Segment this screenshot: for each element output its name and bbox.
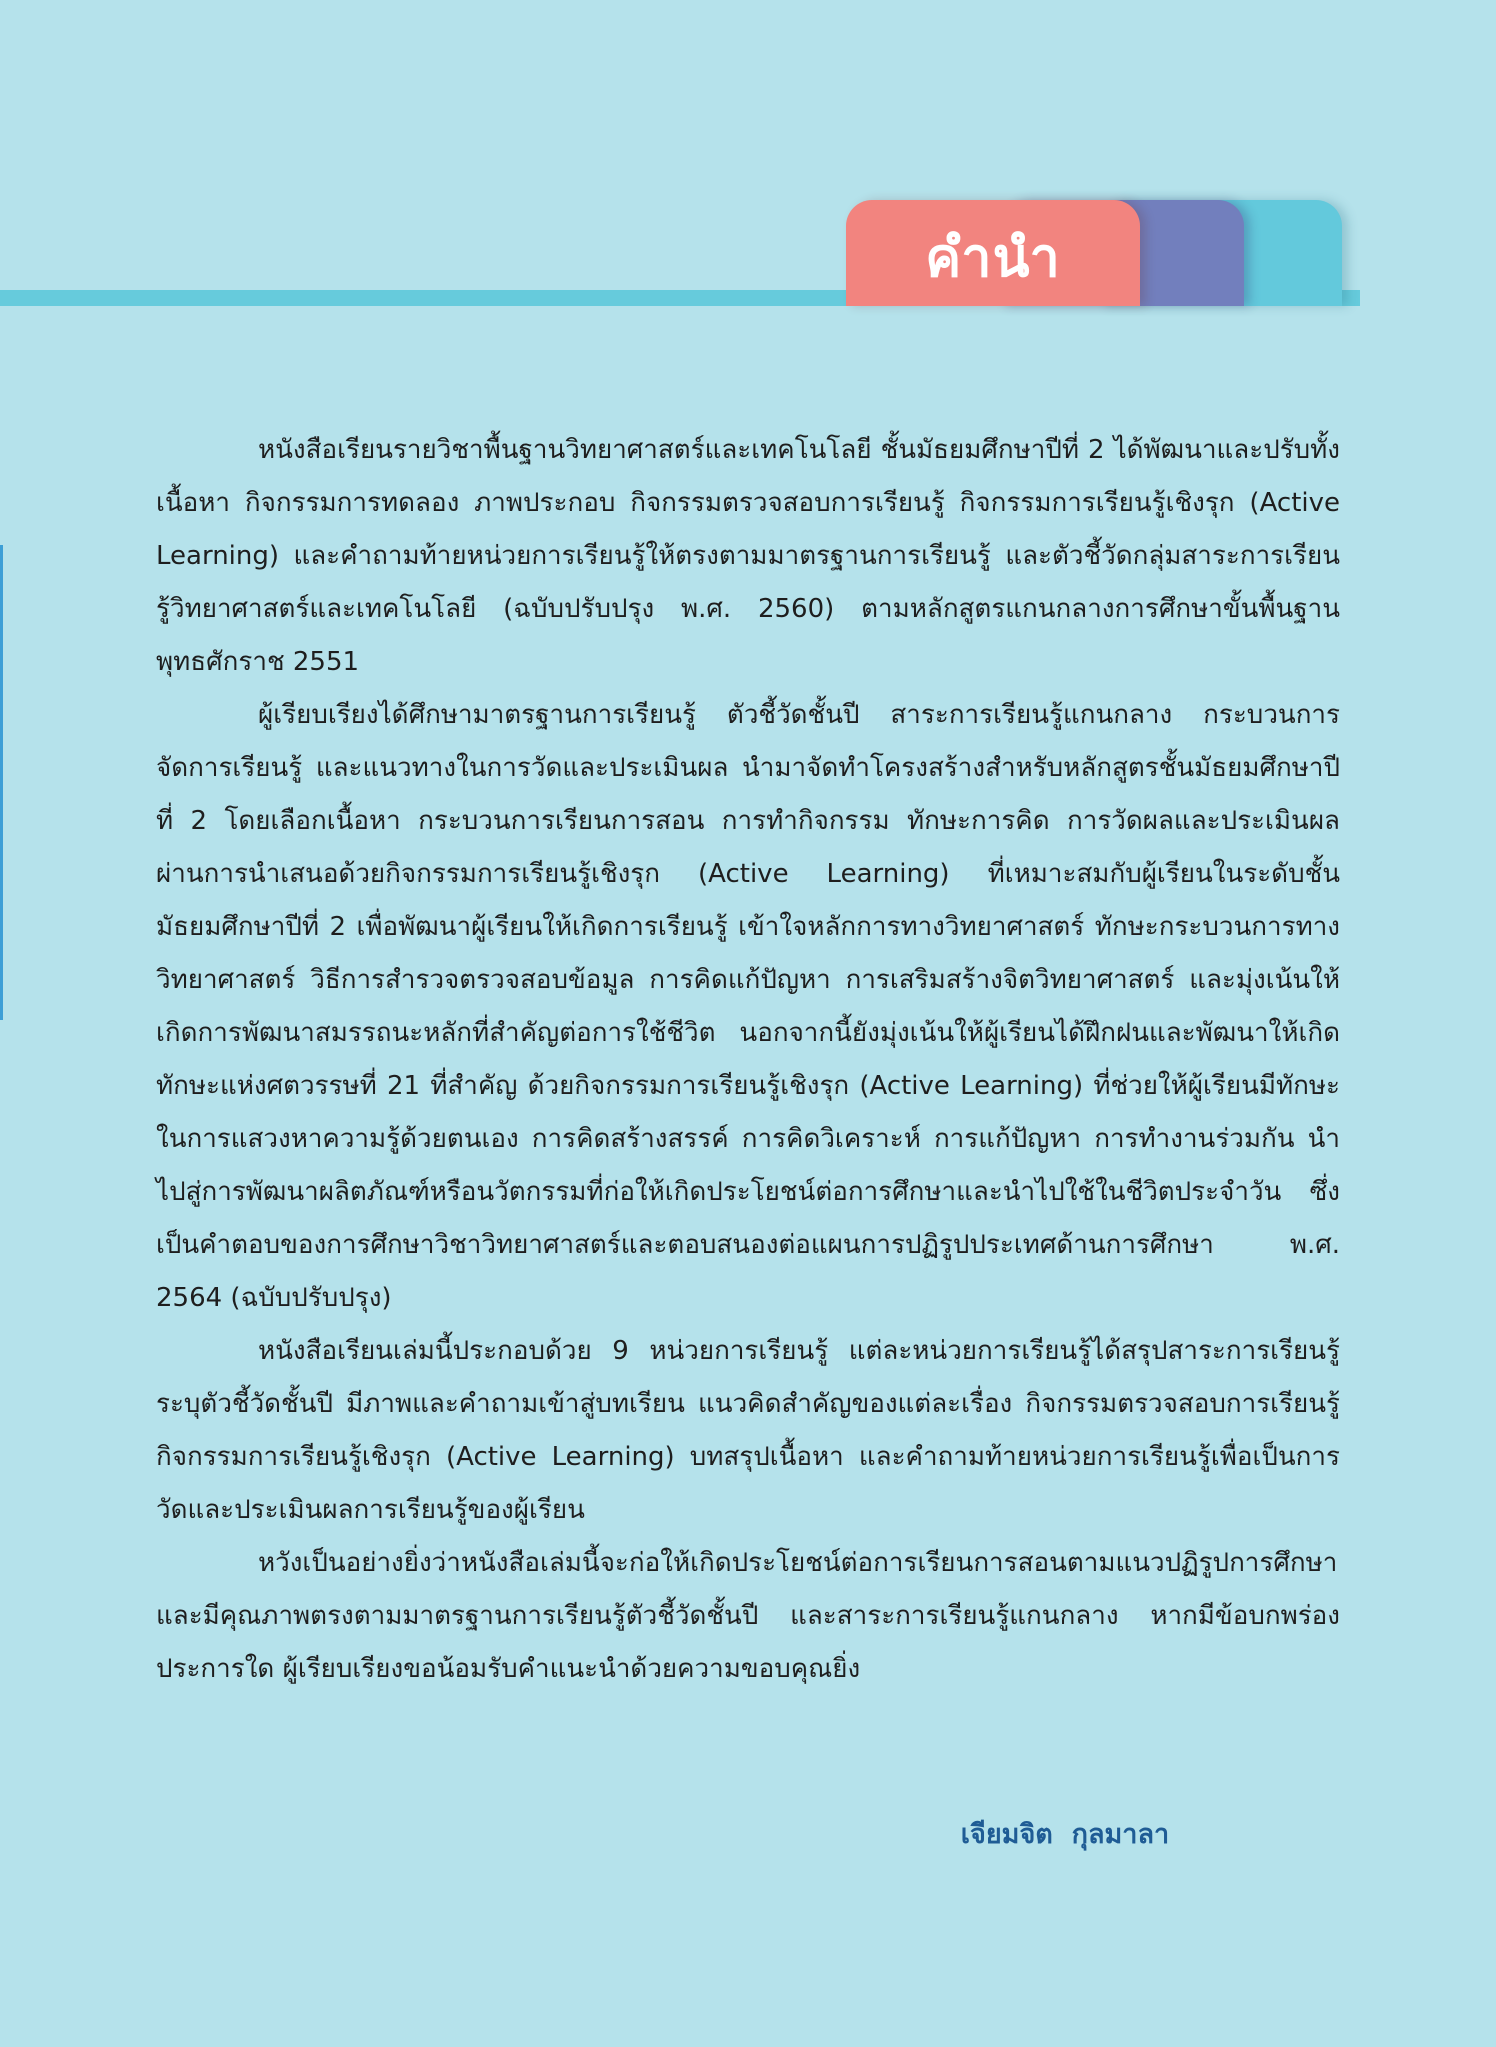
preface-body [156, 424, 1340, 1696]
left-edge-accent [0, 545, 3, 1020]
paragraph-4: หวังเป็นอย่างยิ่งว่าหนังสือเล่มนี้จะก่อให้เกิดประโยชน์ต่อการเรียนการสอนตามแนวปฏิรูปการศึกษา และมีคุณภาพตรงตามมาตรฐานการเรียนรู้ตัวชี้วัดชั้นปี และสาระการเรียนรู้แกนกลาง หากมีข้อบกพร่องประการใด ผู้เรียบเรียงขอน้อมรับคำแนะนำด้วยความขอบคุณยิ่ง [156, 1548, 1340, 1684]
paragraph-1: หนังสือเรียนรายวิชาพื้นฐานวิทยาศาสตร์และเทคโนโลยี ชั้นมัธยมศึกษาปีที่ 2 ได้พัฒนาและปรับทั้งเนื้อหา กิจกรรมการทดลอง ภาพประกอบ กิจกรรมตรวจสอบการเรียนรู้ กิจกรรมการเรียนรู้เชิงรุก (Active Learning) และคำถามท้ายหน่วยการเรียนรู้ให้ตรงตามมาตรฐานการเรียนรู้ และตัวชี้วัดกลุ่มสาระการเรียนรู้วิทยาศาสตร์และเทคโนโลยี (ฉบับปรับปรุง พ.ศ. 2560) ตามหลักสูตรแกนกลางการศึกษาขั้นพื้นฐาน พุทธศักราช 2551 [156, 435, 1340, 677]
author-signature: เจียมจิต กุลมาลา [960, 1819, 1170, 1850]
paragraph-2: ผู้เรียบเรียงได้ศึกษามาตรฐานการเรียนรู้ ตัวชี้วัดชั้นปี สาระการเรียนรู้แกนกลาง กระบวนการจัดการเรียนรู้ และแนวทางในการวัดและประเมินผล นำมาจัดทำโครงสร้างสำหรับหลักสูตรชั้นมัธยมศึกษาปีที่ 2 โดยเลือกเนื้อหา กระบวนการเรียนการสอน การทำกิจกรรม ทักษะการคิด การวัดผลและประเมินผล ผ่านการนำเสนอด้วยกิจกรรมการเรียนรู้เชิงรุก (Active Learning) ที่เหมาะสมกับผู้เรียนในระดับชั้นมัธยมศึกษาปีที่ 2 เพื่อพัฒนาผู้เรียนให้เกิดการเรียนรู้ เข้าใจหลักการทางวิทยาศาสตร์ ทักษะกระบวนการทางวิทยาศาสตร์ วิธีการสำรวจตรวจสอบข้อมูล การคิดแก้ปัญหา การเสริมสร้างจิตวิทยาศาสตร์ และมุ่งเน้นให้เกิดการพัฒนาสมรรถนะหลักที่สำคัญต่อการใช้ชีวิต นอกจากนี้ยังมุ่งเน้นให้ผู้เรียนได้ฝึกฝนและพัฒนาให้เกิดทักษะแห่งศตวรรษที่ 21 ที่สำคัญ ด้วยกิจกรรมการเรียนรู้เชิงรุก (Active Learning) ที่ช่วยให้ผู้เรียนมีทักษะในการแสวงหาความรู้ด้วยตนเอง การคิดสร้างสรรค์ การคิดวิเคราะห์ การแก้ปัญหา การทำงานร่วมกัน นำไปสู่การพัฒนาผลิตภัณฑ์หรือนวัตกรรมที่ก่อให้เกิดประโยชน์ต่อการศึกษาและนำไปใช้ในชีวิตประจำวัน ซึ่งเป็นคำตอบของการศึกษาวิชาวิทยาศาสตร์และตอบสนองต่อแผนการปฏิรูปประเทศด้านการศึกษา พ.ศ. 2564 (ฉบับปรับปรุง) [156, 700, 1340, 1313]
paragraph-3: หนังสือเรียนเล่มนี้ประกอบด้วย 9 หน่วยการเรียนรู้ แต่ละหน่วยการเรียนรู้ได้สรุปสาระการเรียนรู้ ระบุตัวชี้วัดชั้นปี มีภาพและคำถามเข้าสู่บทเรียน แนวคิดสำคัญของแต่ละเรื่อง กิจกรรมตรวจสอบการเรียนรู้ กิจกรรมการเรียนรู้เชิงรุก (Active Learning) บทสรุปเนื้อหา และคำถามท้ายหน่วยการเรียนรู้เพื่อเป็นการวัดและประเมินผลการเรียนรู้ของผู้เรียน [156, 1336, 1340, 1525]
page-title: คำนำ [925, 226, 1061, 289]
